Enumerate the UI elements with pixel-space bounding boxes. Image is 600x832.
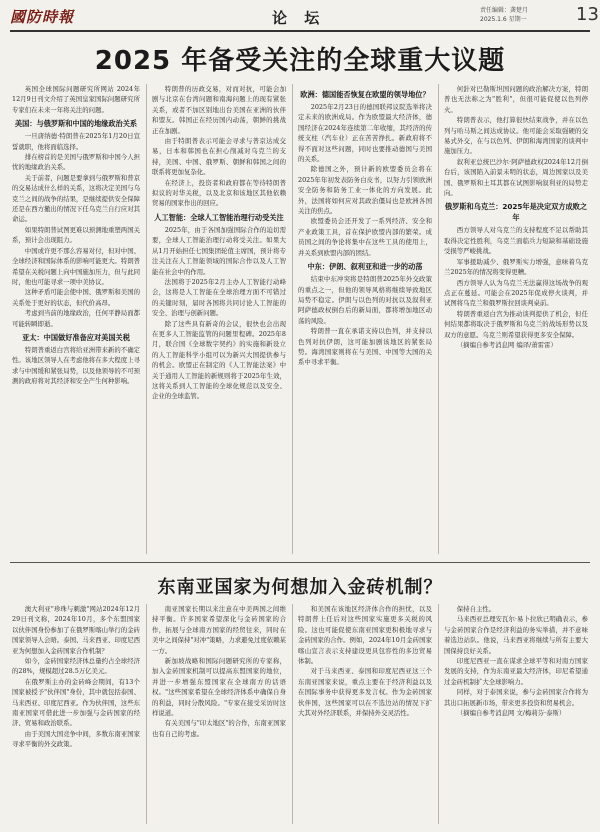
section-title: 论 坛 xyxy=(272,9,326,27)
body-paragraph: 澳大利亚"珍珠与刺激"网站2024年12月29日刊文称，2024年10月，多个东盟国家以伙伴国身份参加了在俄罗斯喀山举行的金砖国家领导人会晤。泰国、马来西亚、印度尼西亚为何想加入金砖国家合作机制？ xyxy=(12,605,140,655)
section-subhead: 欧洲：德国能否恢复在欧盟的领导地位？ xyxy=(300,90,430,99)
article1-column-4 xyxy=(444,84,588,558)
body-paragraph: 特朗普重返白宫将给亚洲带来新的不确定性。该地区领导人在考虑他将在多大程度上寻求与中国缓和紧张局势，以及他领导的不可预测的政府将对其经济和安全产生何种影响。 xyxy=(12,345,140,386)
article2-column-4 xyxy=(444,604,588,826)
body-paragraph: 欧盟委员会还开发了一系列经济、安全和产业政策工具，首在保护欧盟内部的繁荣。成员国之间的争论将集中在这些工具的使用上，并关系到欧盟内部的团结。 xyxy=(298,217,432,257)
body-paragraph: 何針对巴勒斯坦国问题的政治解决方案，特朗普也无法称之为"胜利"，但很可能促使以色列停火。 xyxy=(444,85,588,114)
body-paragraph: 马来西亚总理安瓦尔·易卜拉欣已明确表示，参与金砖国家合作是经济利益的务实举措，并不意味着选边站队。他说，马来西亚将继续与所有主要大国保持良好关系。 xyxy=(444,615,588,655)
editor-credit: 责任编辑：龚楚月 xyxy=(480,7,529,14)
body-paragraph: 印度尼西亚一直在谋求全球平等和对南方国家发展的支持，作为东南亚最大经济体，印尼希望通过金砖机制扩大全球影响力。 xyxy=(444,657,588,686)
article1-column-2 xyxy=(152,84,286,558)
body-paragraph: 如果特朗普试图更难以预测地重塑两国关系，预计会出现阻力。 xyxy=(12,225,140,245)
article2-column-2 xyxy=(152,604,286,826)
body-paragraph: 法国将于2025年2月主办人工智能行动峰会，这将是人工智能在全球治理方面不可错过的关键时刻，届时各国将共同讨论人工智能的安全、治理与创新问题。 xyxy=(152,277,286,318)
body-paragraph: 在俄罗斯主办的金砖峰会期间，有13个国家被授予"伙伴国"身份，其中就包括泰国、马来西亚、印度尼西亚。作为伙伴国，这些东南亚国家可借此进一步加强与金砖国家的经济、贸易和政治联系。 xyxy=(12,677,140,728)
body-paragraph: 和美国在该地区经济体合作的担忧，以及特朗普上任后对这些国家实施更多关税的风险。这也可能促使东南亚国家更积极地寻求与金砖国家的合作。例如，2024年10月金砖国家喀山宣言表示支持建设更具包容性的多边贸易体制。 xyxy=(298,605,432,666)
body-paragraph: 2025年，由于各国加强国际合作的迫切需要，全球人工智能治理行动将受关注。如果大从1月开始担任七国集团轮值主席国，预计将专注关注在人工智能领域的国际合作以及人工智能在社会中的作用。 xyxy=(152,225,286,276)
issue-date: 2025.1.6 星期一 xyxy=(480,16,527,23)
article2-headline: 东南亚国家为何想加入金砖机制？ xyxy=(157,577,443,598)
body-paragraph: 一旦唐纳德·特朗普在2025年1月20日宣誓就职，他将面临选择。 xyxy=(12,132,140,151)
column-divider xyxy=(438,84,439,554)
section-subhead: 美国：与俄罗斯和中国的地缘政治关系 xyxy=(14,119,138,129)
body-paragraph: 叙利亚总统巴沙尔·阿萨德政权2024年12月倒台后，该国陷入前景未明的状态，周边国家以及美国、俄罗斯和土耳其都在试图影响叙利亚的局势走向。 xyxy=(444,157,588,198)
body-paragraph: 军事援助减少、俄罗斯实力增强，意味着乌克兰2025年的情况将变得更糟。 xyxy=(444,257,588,277)
article2-column-3 xyxy=(298,604,432,826)
masthead-rule xyxy=(10,30,590,32)
section-subhead: 中东：伊朗、叙利亚和进一步的动荡 xyxy=(307,262,423,272)
section-subhead: 亚太：中国做好准备应对美国关税 xyxy=(22,332,130,342)
body-paragraph: 除了这些具有新奇的会议，很快也会出现在更多人工智能监管的问题里程碑。2025年8月，联合国《全球数字契约》的实施和新设立的人工智能科学小组可以为新兴大国提供参与的机会。欧盟正在制定的《人工智能法案》中关于通用人工智能的新规则将于2025年生效，这将关系到人工智能的全球化规范以及安全、企业的全球监管。 xyxy=(152,319,286,401)
article1-headline: 2025 年备受关注的全球重大议题 xyxy=(94,46,506,76)
body-paragraph: 2025年2月23日的德国联邦议院选举将决定未来的欧洲成局。作为欧盟最大经济体，德国经济在2024年连续第二年收缩，其经济的传统支柱（汽车业）正在苦苦挣扎。新政府将不得不面对这些问题，同时也要推动德国与美国的关系。 xyxy=(298,103,432,164)
masthead xyxy=(10,4,599,30)
body-paragraph: 西方领导人认为乌克兰无法赢得这场战争的观点正在蔓延。可能会在2025年促成停火谈判，并试图将乌克兰和俄罗斯拉回谈判桌前。 xyxy=(444,278,588,308)
body-paragraph: 排在榜首的是美国与俄罗斯和中国今人担忧的地缘政治关系。 xyxy=(12,153,140,172)
article2-column-1 xyxy=(12,604,140,826)
body-paragraph: 特朗普表示，他打算很快结束战争，并在以色列与哈马斯之间达成协议。他可能会采取强硬的交易式外交，在与以色列、伊朗和海湾国家的谈判中施加压力。 xyxy=(444,116,588,156)
body-paragraph: 特朗普重返白宫为推动谈判提供了机会，但任何结果都将取决于俄罗斯和乌克兰的战场形势以及双方的意愿。乌克兰则希望获得更多安全保障。 xyxy=(444,309,588,339)
body-paragraph: 中国或许更不那么容易对付，但对中国、全球经济和国际体系的影响可能更大。特朗普希望在关税问题上向中国施加压力，但与此同时，他也可能寻求一项中美协议。 xyxy=(12,246,140,286)
body-paragraph: 英国全球国际问题研究所网站 2024年12月9日刊文介绍了英国皇家国际问题研究所专家们在未来一年将关注的问题。 xyxy=(12,85,140,114)
body-paragraph: 西方领导人对乌克兰的支持程度不足以帮助其取得决定性胜利，乌克兰面临兵力短缺和基础设施受损等严峻挑战。 xyxy=(444,226,588,256)
section-subhead: 俄罗斯和乌克兰：2025年是决定双方成败之年 xyxy=(444,202,588,223)
column-divider xyxy=(438,604,439,824)
article1-column-1 xyxy=(12,84,140,558)
body-paragraph: 新加坡战略和国际问题研究所的专家称，加入金砖国家机制可以提高东盟国家的地位，并进一步增强东盟国家在全球南方的话语权。"这些国家希望在全球经济体系中确保自身的利益，同时分散风险。"专家在接受采访时这样说道。 xyxy=(152,657,286,718)
issue-meta xyxy=(480,6,528,24)
page-number: 13 xyxy=(576,4,599,25)
column-divider xyxy=(292,604,293,824)
body-paragraph: 南亚国家长期以来注意在中美两国之间维持平衡。许多国家希望深化与金砖国家的合作，拓展与全球南方国家的经贸往来，同时在美中之间保持"对冲"策略，力求避免过度依赖某一方。 xyxy=(152,605,286,655)
body-paragraph: 由于特朗普表示可能会寻求与普京达成交易，日本和韩国也在担心削减对乌克兰的支持，美国、中国、俄罗斯、朝鲜和韩国之间的联系将更加复杂化。 xyxy=(152,137,286,177)
body-paragraph: 保持自主性。 xyxy=(456,605,496,613)
body-paragraph: 如今，金砖国家经济体总量约占全球经济的28%，规模超过28.5万亿美元。 xyxy=(12,657,140,676)
body-paragraph: 关于前者，问题是要拿到与俄罗斯和普京的交易达成什么样的关系，这将决定美国与乌克兰之间的战争的结果，是继续提供安全保障还是在西方撤出的情况下任乌克兰自行应对其命运。 xyxy=(12,173,140,224)
article-separator xyxy=(10,562,590,563)
body-paragraph: 特朗普的历政交易，对而对抗，可能会加剧与北京在台湾问题和南海问题上的现有紧张关系，或者不加区别地出台美国在亚洲的伙伴和盟友。韩国正在经历国内动荡，朝鲜的挑战正在加剧。 xyxy=(152,85,286,135)
body-paragraph: （摘编自参考消息网 编译/萧雷雷） xyxy=(456,340,557,349)
newspaper-logo: 國防時報 xyxy=(10,8,75,26)
body-paragraph: （摘编自参考消息网 文/梅莉芬·泰斯） xyxy=(456,709,566,718)
body-paragraph: 有关美国与"印太地区"的合作，东南亚国家也有自己的考虑。 xyxy=(152,719,286,738)
body-paragraph: 结束中东冲突将是特朗普2025年外交政策的重点之一，但他的领导风格将继续导致地区局势不稳定。伊朗与以色列的对抗以及叙利亚阿萨德政权倒台后的新局面，都将增加地区动荡的风险。 xyxy=(298,275,432,325)
column-divider xyxy=(146,84,147,554)
column-divider xyxy=(292,84,293,554)
body-paragraph: 除德国之外，预计新的欧盟委员会将在2025年年初发表防务白皮书，以努力引领欧洲安全防务和防务工业一体化的方向发展。此外，法国将如何应对其政治僵局也是欧洲各国关注的焦点。 xyxy=(298,165,432,216)
section-subhead: 人工智能：全球人工智能治理行动受关注 xyxy=(154,212,284,222)
article1-column-3 xyxy=(298,86,432,558)
body-paragraph: 对于马来西亚、泰国和印度尼西亚这三个东南亚国家来说，重点主要在于经济利益以及在国际事务中获得更多发言权。作为金砖国家伙伴国，这些国家可以在不选边站的情况下扩大其对外经济联系，并保持外交灵活性。 xyxy=(298,667,432,718)
body-paragraph: 特朗普一直在承诺支持以色列，并支持以色列对抗伊朗，这可能加剧该地区的紧张局势。海湾国家则将在与美国、中国等大国的关系中寻求平衡。 xyxy=(298,327,432,367)
column-divider xyxy=(146,604,147,824)
body-paragraph: 由于美国大国竞争中间，多数东南亚国家寻求平衡的外交政策。 xyxy=(12,729,140,749)
body-paragraph: 考虑到当前的地缘政治，任何平静局面都可能转瞬即逝。 xyxy=(12,309,140,328)
body-paragraph: 这种矛盾可能会使中国、俄罗斯和美国的关系处于更好的状态，但代价高昂。 xyxy=(12,288,140,307)
body-paragraph: 在经济上，投资者和政府都在等待特朗普拟议的对华关税，以及北京和该地区其他依赖贸易的国家作出的回应。 xyxy=(152,178,286,208)
body-paragraph: 同样，对于泰国来说，参与金砖国家合作将为其出口拓展新市场，带来更多投资和贸易机会。 xyxy=(444,688,588,707)
